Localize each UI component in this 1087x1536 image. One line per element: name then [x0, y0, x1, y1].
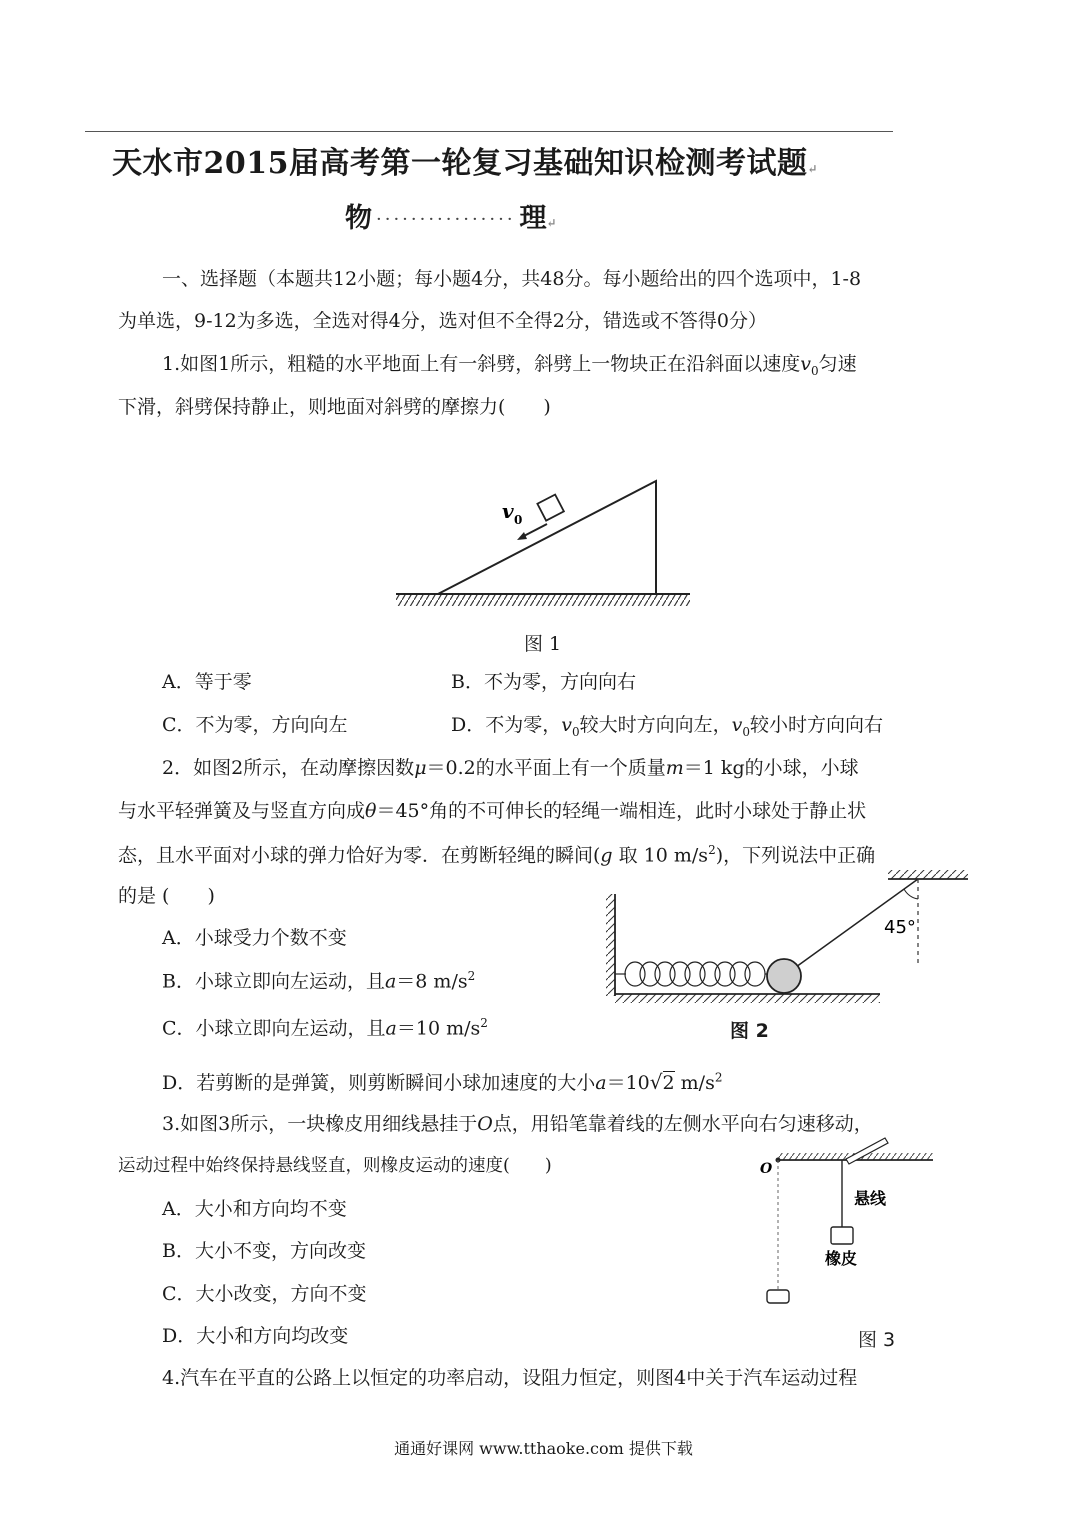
velocity-label: v	[502, 499, 514, 523]
q1-stem-line-2: 下滑，斜劈保持静止，则地面对斜劈的摩擦力( )	[118, 396, 551, 418]
figure-1-caption: 图 1	[524, 633, 562, 655]
ground-hatch	[396, 594, 690, 606]
q2-b-value: ＝8 m/s	[396, 970, 468, 993]
q2-d-var: a	[595, 1072, 607, 1094]
q2-d-unit: m/s	[674, 1072, 715, 1094]
q2-mu: μ	[414, 757, 427, 779]
q1-d-var: v	[731, 714, 743, 736]
spring	[615, 962, 768, 986]
page-footer: 通通好课网 www.tthaoke.com 提供下载	[394, 1439, 693, 1458]
q1-var: v	[800, 353, 811, 375]
q2-stem-line-1	[162, 757, 859, 780]
subject-heading	[345, 196, 557, 235]
floor-hatch	[615, 994, 880, 1003]
q2-d-value: ＝10	[606, 1072, 650, 1094]
q1-option-a: A．等于零	[162, 671, 252, 693]
page-title	[112, 138, 818, 182]
string-label: 悬线	[854, 1189, 887, 1208]
q2-c-value: ＝10 m/s	[396, 1017, 481, 1040]
q2-b-var: a	[384, 970, 397, 993]
sqrt-icon: √	[649, 1070, 663, 1094]
angle-label: 45°	[884, 917, 916, 938]
q1-option-b: B．不为零，方向向右	[451, 671, 636, 693]
q1-d-text: 较小时方向向右	[750, 714, 884, 736]
return-mark: ↵	[546, 216, 557, 230]
figure-1-incline	[390, 470, 720, 620]
section-instructions-line-2: 为单选，9-12为多选，全选对得4分，选对但不全得2分，错选或不答得0分）	[118, 310, 767, 332]
ball	[767, 959, 801, 993]
subject-char-2: 理	[519, 203, 547, 234]
q2-sup: 2	[708, 843, 716, 857]
q3-option-c: C．大小改变，方向不变	[162, 1283, 367, 1305]
q2-text: 2．如图2所示，在动摩擦因数	[162, 757, 415, 779]
section-instructions-line-1: 一、选择题（本题共12小题；每小题4分，共48分。每小题给出的四个选项中，1-8	[162, 268, 862, 290]
title-text: 天水市2015届高考第一轮复习基础知识检测考试题	[112, 146, 808, 181]
figure-3-pendulum	[750, 1140, 940, 1310]
figure-2-spring-ball	[600, 866, 975, 1006]
q3-option-d: D．大小和方向均改变	[162, 1325, 349, 1347]
velocity-label-sub: 0	[514, 513, 523, 527]
q2-option-c	[162, 1016, 488, 1040]
q2-text: )，下列说法中正确	[715, 844, 876, 867]
subject-dots: ················	[376, 209, 516, 230]
q2-stem-line-2	[118, 800, 866, 823]
q3-text: 3.如图3所示，一块橡皮用细线悬挂于	[162, 1113, 478, 1135]
q2-g: g	[600, 844, 613, 867]
return-mark: ↵	[807, 162, 819, 176]
q2-c-text: C．小球立即向左运动，且	[162, 1017, 386, 1040]
eraser-label: 橡皮	[825, 1249, 858, 1268]
q2-text: 与水平轻弹簧及与竖直方向成	[118, 800, 366, 822]
figure-3-caption: 图 3	[858, 1329, 896, 1351]
initial-eraser	[767, 1290, 789, 1303]
eraser	[831, 1227, 853, 1244]
q3-text: 点，用铅笔靠着线的左侧水平向右匀速移动，	[492, 1113, 873, 1135]
q2-stem-line-4: 的是 ( )	[118, 885, 215, 907]
q1-option-d	[451, 714, 883, 739]
q2-d-radicand: 2	[662, 1072, 675, 1094]
header-rule	[85, 131, 893, 132]
q2-option-d	[162, 1070, 722, 1095]
figure-2-caption: 图 2	[730, 1020, 769, 1042]
q2-stem-line-3	[118, 843, 875, 867]
q4-stem-line-1: 4.汽车在平直的公路上以恒定的功率启动，设阻力恒定，则图4中关于汽车运动过程	[162, 1367, 858, 1389]
subject-char-1: 物	[345, 203, 372, 234]
wall-hatch	[606, 894, 615, 996]
q2-b-sup: 2	[467, 969, 476, 983]
q2-option-a: A．小球受力个数不变	[162, 927, 347, 949]
q1-d-text: D．不为零，	[451, 714, 562, 736]
q2-text: ＝1 kg的小球，小球	[683, 757, 859, 779]
q1-text: 匀速	[818, 353, 857, 375]
q3-option-b: B．大小不变，方向改变	[162, 1240, 366, 1262]
q3-stem-line-1	[162, 1113, 873, 1136]
q3-O: O	[477, 1113, 493, 1135]
q2-m: m	[665, 757, 684, 779]
q1-var-sub: 0	[810, 363, 819, 378]
q3-option-a: A．大小和方向均不变	[162, 1198, 347, 1220]
point-o-label: O	[760, 1161, 773, 1177]
q2-option-b	[162, 969, 475, 993]
q1-text: 1.如图1所示，粗糙的水平地面上有一斜劈，斜劈上一物块正在沿斜面以速度	[162, 353, 801, 375]
q1-d-var-sub: 0	[742, 724, 750, 739]
q2-d-text: D．若剪断的是弹簧，则剪断瞬间小球加速度的大小	[162, 1072, 596, 1094]
ceiling-hatch	[888, 870, 968, 879]
q2-text: ＝0.2的水平面上有一个质量	[426, 757, 666, 779]
q2-text: 取 10 m/s	[612, 844, 709, 867]
angle-arc	[904, 889, 918, 899]
q1-option-c: C．不为零，方向向左	[162, 714, 348, 736]
q1-d-var: v	[561, 714, 572, 736]
q2-theta: θ	[365, 800, 377, 822]
q2-b-text: B．小球立即向左运动，且	[162, 970, 385, 993]
q1-stem-line-1	[162, 353, 857, 378]
sliding-block	[537, 495, 564, 521]
q2-text: 态，且水平面对小球的弹力恰好为零．在剪断轻绳的瞬间(	[118, 844, 601, 867]
q2-d-sup: 2	[714, 1070, 723, 1085]
q1-d-text: 较大时方向向左，	[579, 714, 732, 736]
q1-d-var-sub: 0	[571, 724, 580, 739]
q2-text: ＝45°角的不可伸长的轻绳一端相连，此时小球处于静止状	[376, 800, 867, 822]
q3-stem-line-2: 运动过程中始终保持悬线竖直，则橡皮运动的速度( )	[118, 1156, 552, 1176]
q2-c-var: a	[385, 1017, 397, 1040]
velocity-arrowhead	[517, 532, 527, 540]
q2-c-sup: 2	[480, 1016, 488, 1030]
